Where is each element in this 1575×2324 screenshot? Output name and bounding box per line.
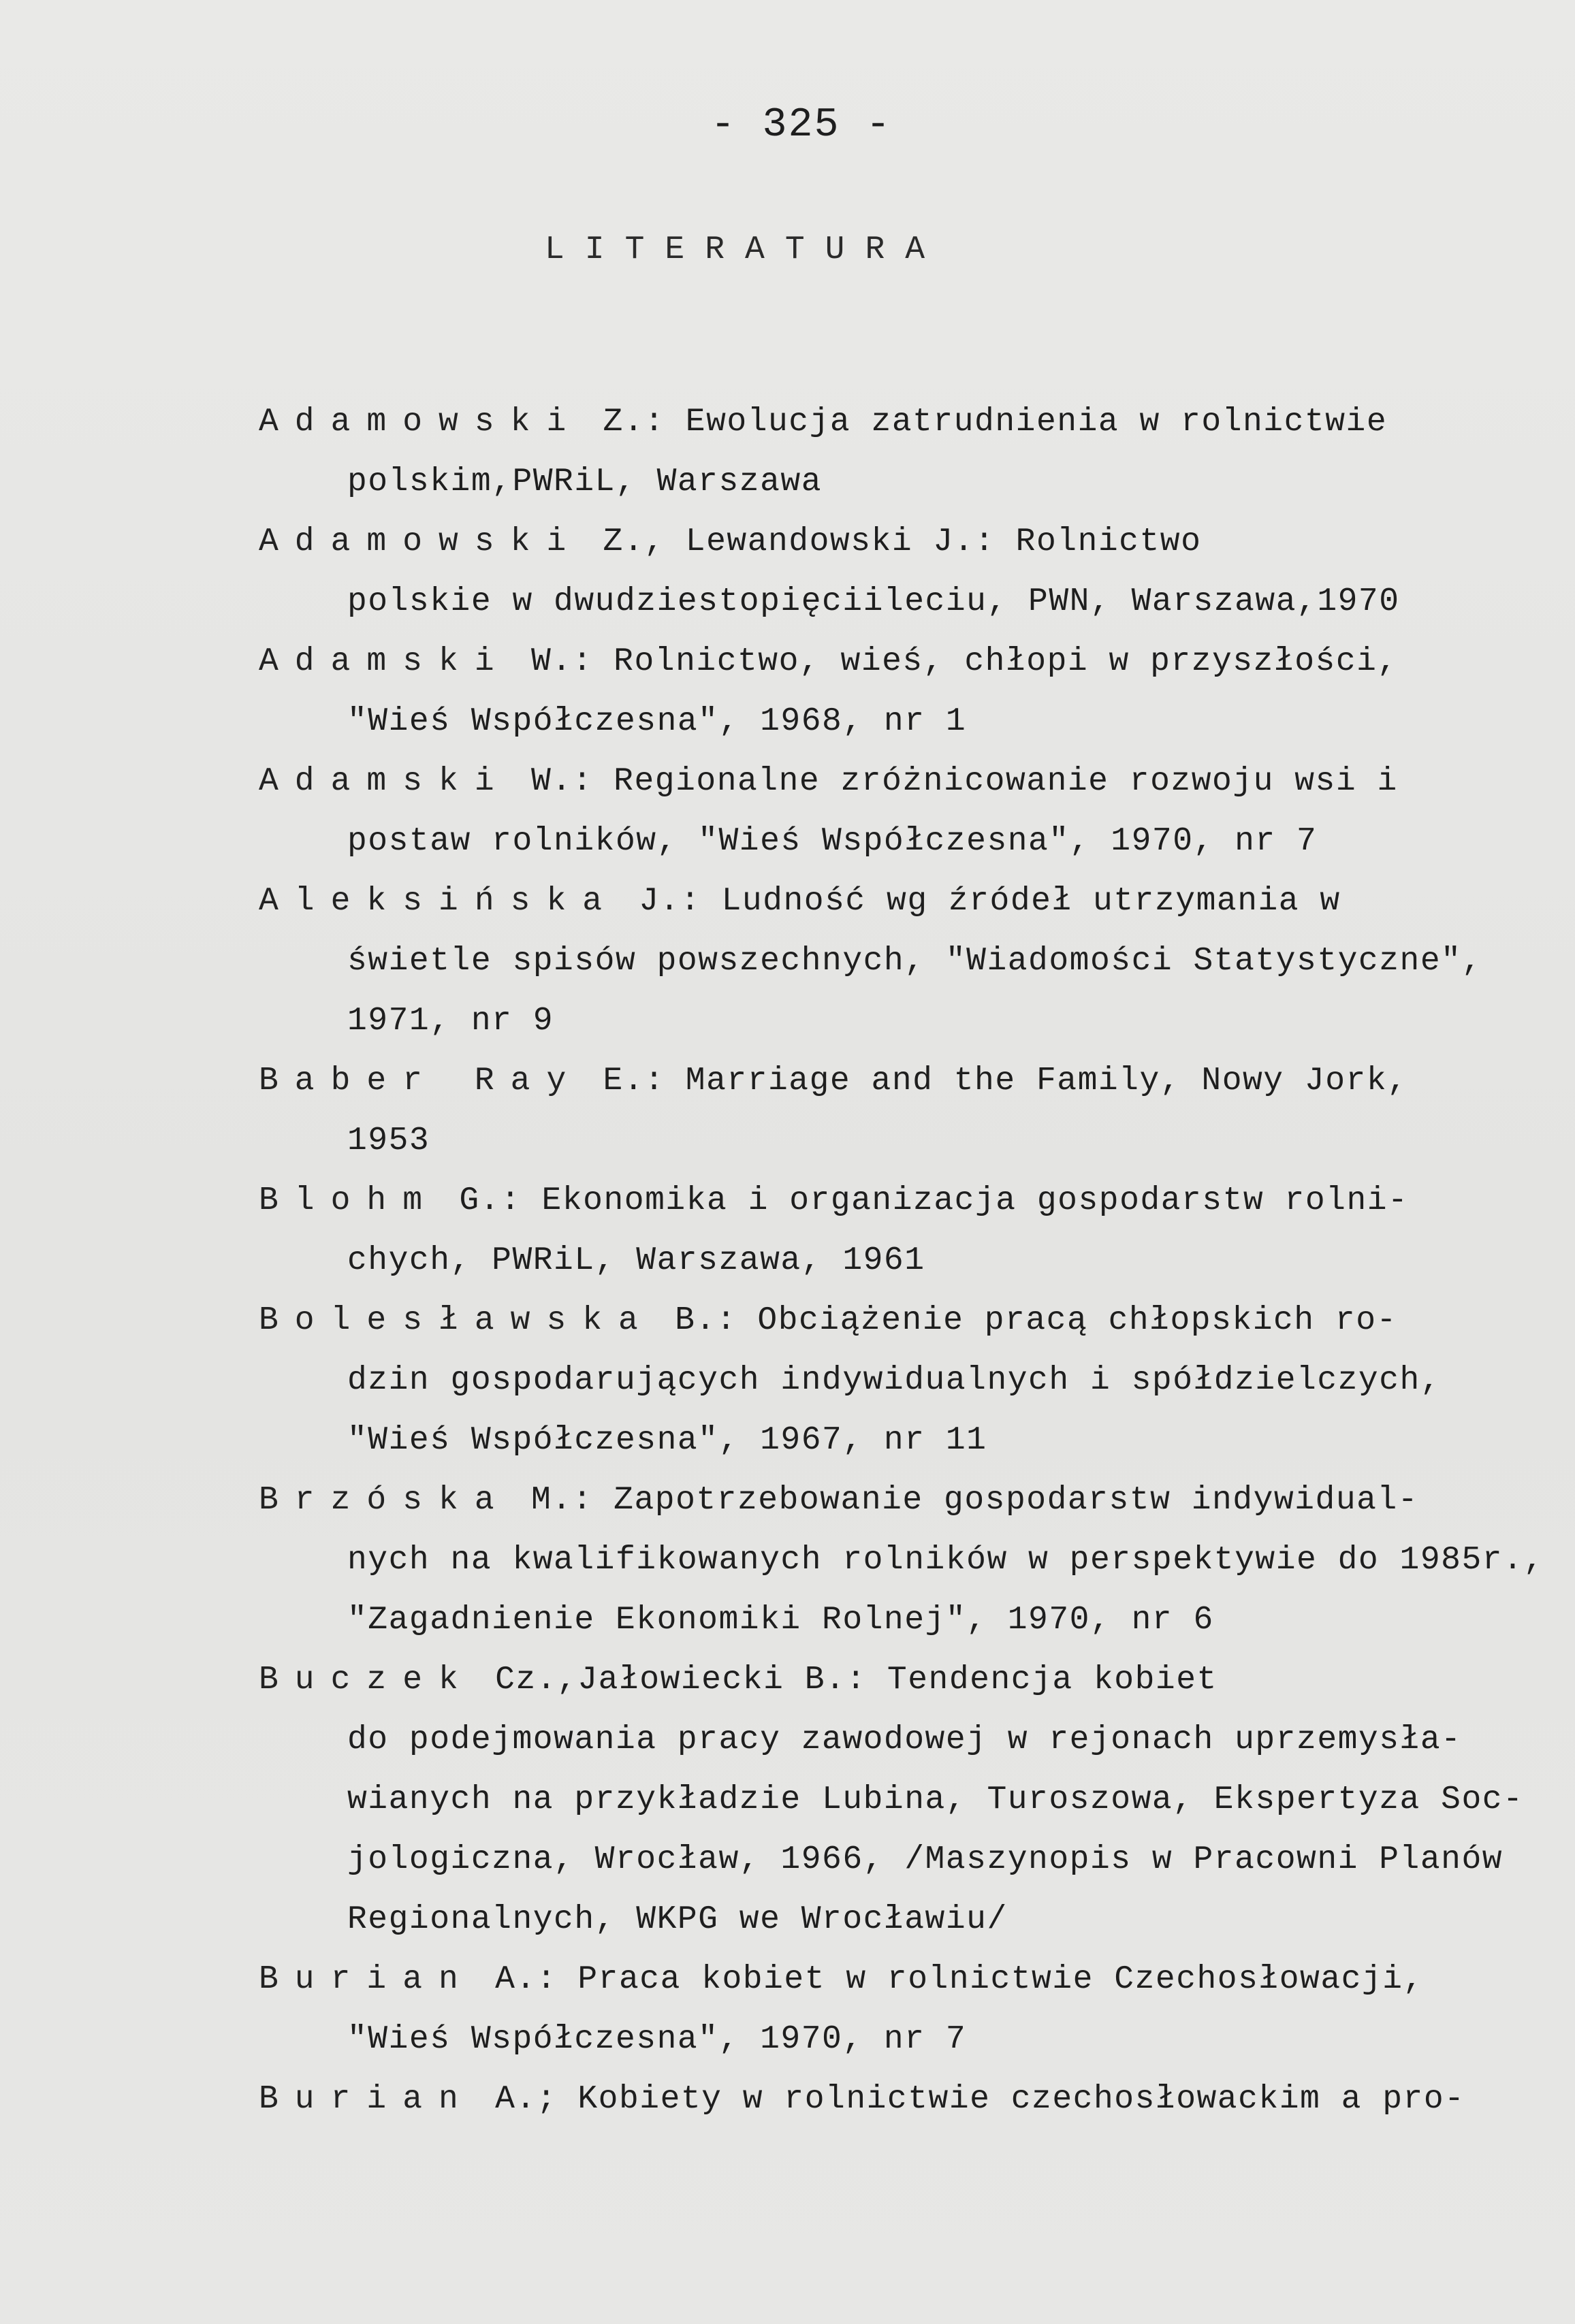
entry-citation: W.: Regionalne zróżnicowanie rozwoju wsi i: [510, 763, 1398, 800]
entry-citation: W.: Rolnictwo, wieś, chłopi w przyszłości,: [510, 643, 1398, 680]
bibliography-entry: [259, 392, 1553, 512]
bibliography-entry: [259, 1171, 1553, 1291]
entry-citation: Z., Lewandowski J.: Rolnictwo: [582, 523, 1202, 560]
entry-author: Bolesławska: [259, 1302, 654, 1339]
entry-continuation-line: Regionalnych, WKPG we Wrocławiu/: [347, 1901, 1008, 1938]
entry-author: Adamowski: [259, 523, 583, 560]
entry-first-line: [259, 1470, 1553, 1530]
entry-author: Blohm: [259, 1182, 439, 1219]
entry-first-line: [259, 392, 1553, 452]
entry-first-line: [259, 1291, 1553, 1351]
entry-continuation-line: dzin gospodarujących indywidualnych i spółdzielczych,: [347, 1362, 1442, 1399]
bibliography-entry: [259, 871, 1553, 1051]
entry-author: Adamowski: [259, 404, 583, 440]
entry-author: Brzóska: [259, 1482, 511, 1519]
entry-author: Burian: [259, 2081, 475, 2118]
entry-author: Baber Ray: [259, 1063, 583, 1099]
entry-first-line: [259, 512, 1553, 572]
page-number: - 325 -: [710, 102, 892, 148]
entry-continuation-line: chych, PWRiL, Warszawa, 1961: [347, 1242, 925, 1279]
entry-author: Adamski: [259, 763, 511, 800]
entry-citation: B.: Obciążenie pracą chłopskich ro-: [654, 1302, 1397, 1339]
bibliography-entry: [259, 1291, 1553, 1470]
entry-citation: E.: Marriage and the Family, Nowy Jork,: [582, 1063, 1408, 1099]
bibliography-entry: [259, 2069, 1553, 2129]
bibliography-entry: [259, 1950, 1553, 2069]
entry-continuation-line: nych na kwalifikowanych rolników w perspektywie do 1985r.,: [347, 1542, 1544, 1579]
entry-continuation-line: polskie w dwudziestopięciileciu, PWN, Warszawa,1970: [347, 583, 1400, 620]
entry-citation: Z.: Ewolucja zatrudnienia w rolnictwie: [582, 404, 1388, 440]
entry-continuation-line: "Wieś Współczesna", 1967, nr 11: [347, 1422, 987, 1459]
bibliography-entry: [259, 512, 1553, 632]
page-title: LITERATURA: [545, 231, 946, 268]
bibliography-entry: [259, 1470, 1553, 1650]
bibliography-entry: [259, 752, 1553, 871]
entry-citation: A.: Praca kobiet w rolnictwie Czechosłowacji,: [474, 1961, 1424, 1998]
entry-continuation-line: świetle spisów powszechnych, "Wiadomości Statystyczne",: [347, 943, 1482, 980]
entry-first-line: [259, 1950, 1553, 2010]
entry-citation: J.: Ludność wg źródeł utrzymania w: [618, 883, 1341, 920]
entry-first-line: [259, 2069, 1553, 2129]
entry-continuation-line: do podejmowania pracy zawodowej w rejonach uprzemysła-: [347, 1722, 1462, 1758]
entry-continuation-line: "Wieś Współczesna", 1968, nr 1: [347, 703, 967, 740]
entry-continuation-line: "Zagadnienie Ekonomiki Rolnej", 1970, nr 6: [347, 1602, 1214, 1639]
entry-author: Adamski: [259, 643, 511, 680]
entry-first-line: [259, 632, 1553, 692]
entry-first-line: [259, 871, 1553, 931]
entry-continuation-line: 1971, nr 9: [347, 1003, 554, 1039]
entry-first-line: [259, 1650, 1553, 1710]
entry-citation: M.: Zapotrzebowanie gospodarstw indywidual-: [510, 1482, 1419, 1519]
entry-citation: Cz.,Jałowiecki B.: Tendencja kobiet: [474, 1662, 1218, 1698]
bibliography-entry: [259, 1051, 1553, 1171]
entry-citation: G.: Ekonomika i organizacja gospodarstw rolni-: [439, 1182, 1409, 1219]
entry-first-line: [259, 752, 1553, 811]
entry-continuation-line: polskim,PWRiL, Warszawa: [347, 464, 823, 500]
entry-continuation-line: "Wieś Współczesna", 1970, nr 7: [347, 2021, 967, 2058]
entry-author: Burian: [259, 1961, 475, 1998]
entry-author: Aleksińska: [259, 883, 619, 920]
entry-citation: A.; Kobiety w rolnictwie czechosłowackim a pro-: [474, 2081, 1465, 2118]
bibliography-list: [259, 392, 1553, 2129]
bibliography-entry: [259, 1650, 1553, 1950]
entry-continuation-line: 1953: [347, 1123, 430, 1159]
entry-first-line: [259, 1051, 1553, 1111]
entry-continuation-line: jologiczna, Wrocław, 1966, /Maszynopis w Pracowni Planów: [347, 1841, 1504, 1878]
entry-continuation-line: wianych na przykładzie Lubina, Turoszowa, Ekspertyza Soc-: [347, 1781, 1524, 1818]
entry-author: Buczek: [259, 1662, 475, 1698]
bibliography-entry: [259, 632, 1553, 752]
entry-continuation-line: postaw rolników, "Wieś Współczesna", 1970, nr 7: [347, 823, 1318, 860]
entry-first-line: [259, 1171, 1553, 1231]
